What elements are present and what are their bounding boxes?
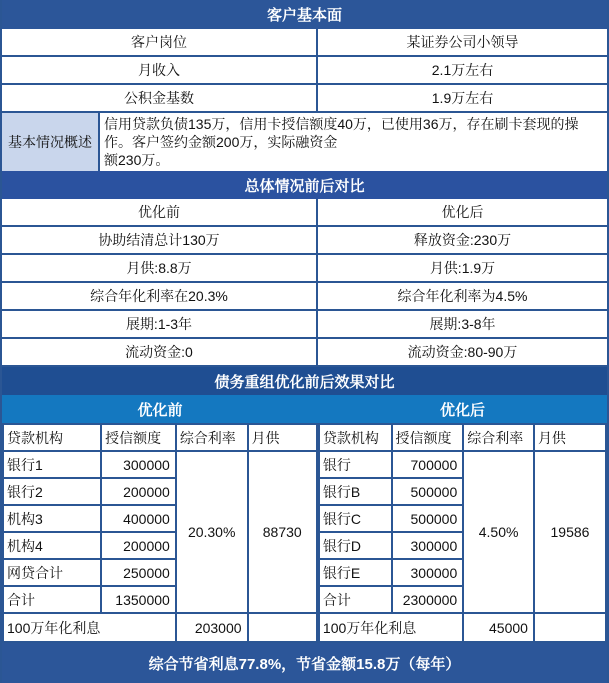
credit-amount-cell: 300000 xyxy=(392,532,464,559)
rate-cell: 20.30% xyxy=(176,451,248,613)
header-credit: 授信额度 xyxy=(101,424,176,451)
header-payment: 月供 xyxy=(534,424,606,451)
payment-cell: 19586 xyxy=(534,451,606,613)
credit-amount-cell: 250000 xyxy=(101,559,176,586)
lender-cell: 银行E xyxy=(319,559,392,586)
overall-after-cell: 释放资金:230万 xyxy=(413,232,512,248)
overall-after-cell: 月供:1.9万 xyxy=(429,260,496,276)
overall-after-cell: 展期:3-8年 xyxy=(429,316,496,332)
lender-cell: 银行D xyxy=(319,532,392,559)
overall-before-cell: 综合年化利率在20.3% xyxy=(2,283,318,309)
summary-footer: 综合节省利息77.8%，节省金额15.8万（每年） xyxy=(2,643,607,683)
overview-line: 额230万。 xyxy=(104,152,170,168)
payment-cell: 88730 xyxy=(248,451,317,613)
lender-cell: 银行C xyxy=(319,505,392,532)
table-row xyxy=(319,451,606,478)
credit-amount-cell: 400000 xyxy=(101,505,176,532)
lender-cell: 机构3 xyxy=(3,505,101,532)
header-rate: 综合利率 xyxy=(176,424,248,451)
interest-row xyxy=(3,613,317,642)
empty-cell xyxy=(534,613,606,642)
overall-before-cell: 月供:8.8万 xyxy=(2,255,318,281)
credit-amount-cell: 500000 xyxy=(392,505,464,532)
total-amount-cell: 2300000 xyxy=(392,586,464,613)
basic-row-label: 公积金基数 xyxy=(2,85,318,111)
credit-amount-cell: 200000 xyxy=(101,532,176,559)
basic-row-fund-base xyxy=(2,85,607,113)
total-amount-cell: 1350000 xyxy=(101,586,176,613)
after-column-label: 优化后 xyxy=(439,401,485,419)
basic-row-label: 月收入 xyxy=(2,57,318,83)
basic-row-job xyxy=(2,29,607,57)
interest-label-cell: 100万年化利息 xyxy=(3,613,176,642)
header-credit: 授信额度 xyxy=(392,424,464,451)
overview-label: 基本情况概述 xyxy=(2,113,100,171)
basic-row-value: 1.9万左右 xyxy=(431,90,494,106)
overall-before-cell: 优化前 xyxy=(2,199,318,225)
header-payment: 月供 xyxy=(248,424,317,451)
detail-subheader xyxy=(2,395,607,423)
overall-section-header: 总体情况前后对比 xyxy=(2,171,607,199)
table-header-row xyxy=(3,424,317,451)
overall-row xyxy=(2,199,607,227)
lender-cell: 机构4 xyxy=(3,532,101,559)
basic-row-value: 某证券公司小领导 xyxy=(406,34,519,50)
overall-before-cell: 展期:1-3年 xyxy=(2,311,318,337)
basic-row-income xyxy=(2,57,607,85)
total-label-cell: 合计 xyxy=(319,586,392,613)
overall-after-cell: 流动资金:80-90万 xyxy=(407,344,518,360)
interest-value-cell: 203000 xyxy=(176,613,248,642)
lender-cell: 网贷合计 xyxy=(3,559,101,586)
overall-before-cell: 流动资金:0 xyxy=(2,339,318,365)
table-row xyxy=(3,451,317,478)
overview-line: 信用贷款负债135万，信用卡授信额度40万，已使用36万，存在刷卡套现的操 xyxy=(104,116,579,132)
credit-amount-cell: 200000 xyxy=(101,478,176,505)
header-lender: 贷款机构 xyxy=(319,424,392,451)
loan-tables xyxy=(2,423,607,643)
overall-before-cell: 协助结清总计130万 xyxy=(2,227,318,253)
lender-cell: 银行B xyxy=(319,478,392,505)
basic-row-label: 客户岗位 xyxy=(2,29,318,55)
detail-section-header: 债务重组优化前后效果对比 xyxy=(2,367,607,395)
interest-value-cell: 45000 xyxy=(463,613,534,642)
credit-amount-cell: 700000 xyxy=(392,451,464,478)
overall-row xyxy=(2,255,607,283)
total-label-cell: 合计 xyxy=(3,586,101,613)
credit-amount-cell: 300000 xyxy=(392,559,464,586)
lender-cell: 银行2 xyxy=(3,478,101,505)
credit-amount-cell: 300000 xyxy=(101,451,176,478)
header-lender: 贷款机构 xyxy=(3,424,101,451)
overall-row xyxy=(2,339,607,367)
interest-label-cell: 100万年化利息 xyxy=(319,613,463,642)
basic-section-header: 客户基本面 xyxy=(2,0,607,29)
overall-row xyxy=(2,283,607,311)
lender-cell: 银行 xyxy=(319,451,392,478)
table-header-row xyxy=(319,424,606,451)
loan-table-after xyxy=(318,423,607,643)
overview-line: 作。客户签约金额200万，实际融资金 xyxy=(104,134,338,150)
basic-overview-row xyxy=(2,113,607,171)
empty-cell xyxy=(248,613,317,642)
loan-table-before xyxy=(2,423,318,643)
overview-text xyxy=(100,113,607,171)
interest-row xyxy=(319,613,606,642)
overall-after-cell: 优化后 xyxy=(441,204,484,220)
overall-row xyxy=(2,311,607,339)
rate-cell: 4.50% xyxy=(463,451,534,613)
lender-cell: 银行1 xyxy=(3,451,101,478)
overall-row xyxy=(2,227,607,255)
header-rate: 综合利率 xyxy=(463,424,534,451)
overall-after-cell: 综合年化利率为4.5% xyxy=(397,288,528,304)
credit-amount-cell: 500000 xyxy=(392,478,464,505)
basic-row-value: 2.1万左右 xyxy=(431,62,494,78)
before-column-label: 优化前 xyxy=(137,401,183,419)
